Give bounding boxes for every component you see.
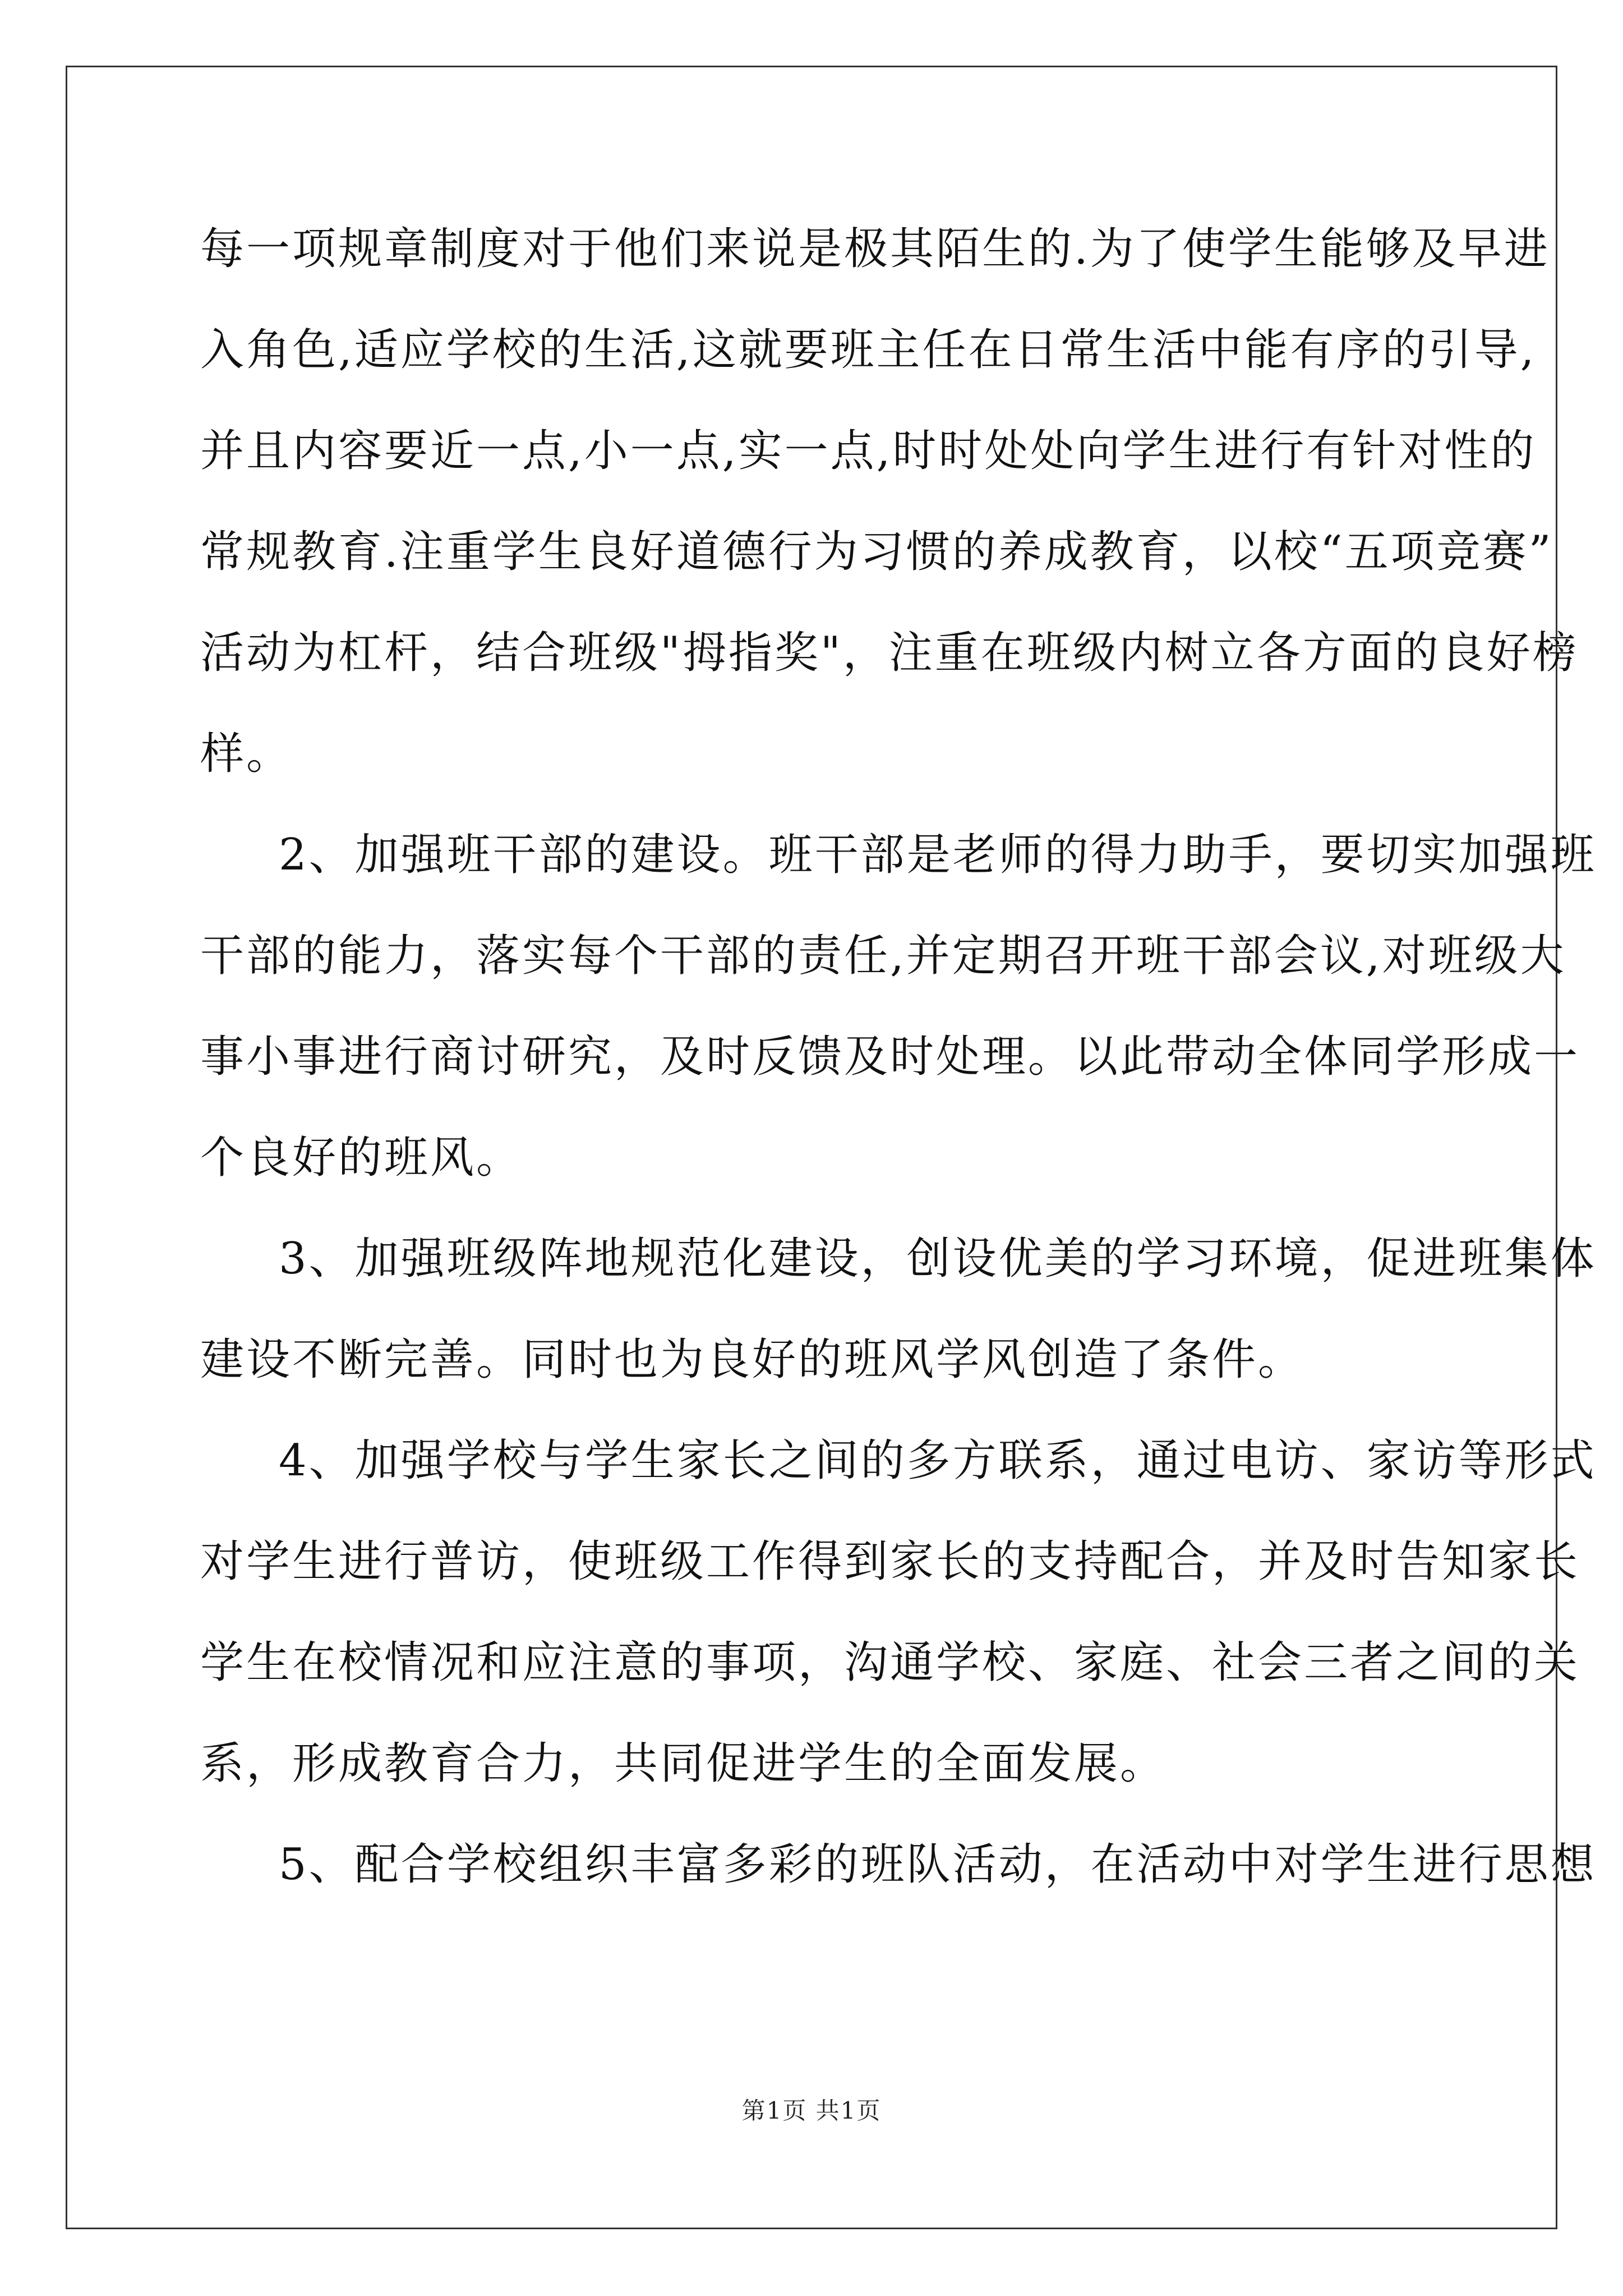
text-line: 并且内容要近一点,小一点,实一点,时时处处向学生进行有针对性的	[200, 426, 1537, 476]
text-line: 干部的能力，落实每个干部的责任,并定期召开班干部会议,对班级大	[200, 931, 1566, 981]
text-line: 活动为杠杆，结合班级"拇指奖"，注重在班级内树立各方面的良好榜	[200, 628, 1579, 678]
text-line: 系，形成教育合力，共同促进学生的全面发展。	[200, 1738, 1166, 1789]
paragraph-first-line: 5、配合学校组织丰富多彩的班队活动，在活动中对学生进行思想	[279, 1839, 1597, 1890]
text-line: 个良好的班风。	[200, 1133, 523, 1183]
text-line: 样。	[200, 729, 293, 779]
paragraph-first-line: 2、加强班干部的建设。班干部是老师的得力助手，要切实加强班	[279, 830, 1597, 880]
page-footer: 第1页 共1页	[741, 2097, 882, 2124]
paragraph-first-line: 4、加强学校与学生家长之间的多方联系，通过电访、家访等形式	[279, 1435, 1597, 1486]
text-line: 建设不断完善。同时也为良好的班风学风创造了条件。	[200, 1335, 1304, 1385]
text-line: 常规教育.注重学生良好道德行为习惯的养成教育，以校“五项竞赛”	[200, 527, 1553, 577]
text-line: 入角色,适应学校的生活,这就要班主任在日常生活中能有序的引导,	[200, 325, 1537, 375]
paragraph-first-line: 3、加强班级阵地规范化建设，创设优美的学习环境，促进班集体	[279, 1234, 1597, 1284]
text-line: 学生在校情况和应注意的事项，沟通学校、家庭、社会三者之间的关	[200, 1637, 1580, 1688]
text-line: 每一项规章制度对于他们来说是极其陌生的.为了使学生能够及早进	[200, 224, 1550, 274]
text-line: 事小事进行商讨研究，及时反馈及时处理。以此带动全体同学形成一	[200, 1032, 1580, 1082]
text-line: 对学生进行普访，使班级工作得到家长的支持配合，并及时告知家长	[200, 1536, 1580, 1587]
